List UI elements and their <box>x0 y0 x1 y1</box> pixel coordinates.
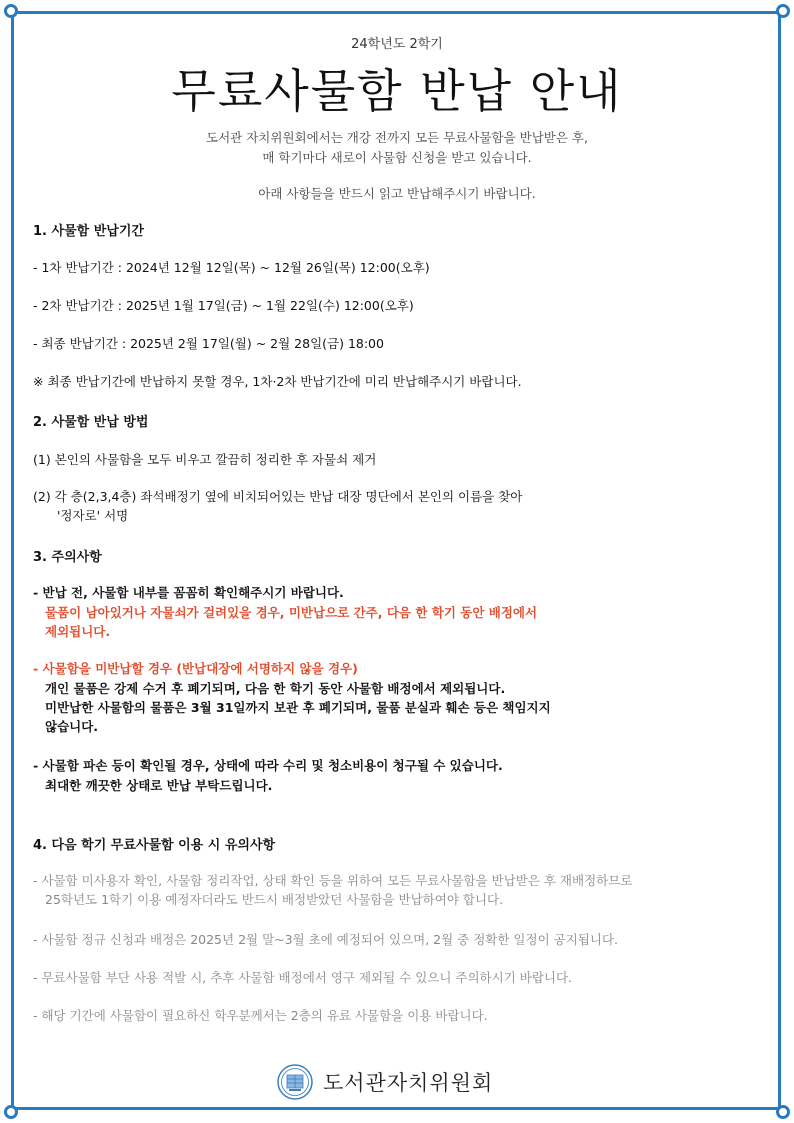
caution-1-warning-line-1: 물품이 남아있거나 자물쇠가 걸려있을 경우, 미반납으로 간주, 다음 한 학기 동안 배정에서 <box>45 605 538 620</box>
caution-1-line-1: - 반납 전, 사물함 내부를 꼼꼼히 확인해주시기 바랍니다. <box>33 585 344 600</box>
next-term-note-2: - 사물함 정규 신청과 배정은 2025년 2월 말~3월 초에 예정되어 있으며, 2월 중 정확한 일정이 공지됩니다. <box>33 932 618 947</box>
footer <box>277 1064 493 1100</box>
intro-line-1: 도서관 자치위원회에서는 개강 전까지 모든 무료사물함을 반납받은 후, <box>206 130 588 145</box>
caution-2-line-4: 않습니다. <box>45 719 99 734</box>
next-term-note-1-line-2: 25학년도 1학기 이용 예정자더라도 반드시 배정받았던 사물함을 반납하여야 합니다. <box>45 892 504 907</box>
caution-3-line-1: - 사물함 파손 등이 확인될 경우, 상태에 따라 수리 및 청소비용이 청구될 수 있습니다. <box>33 758 503 773</box>
caution-2-warning: - 사물함을 미반납할 경우 (반납대장에 서명하지 않을 경우) <box>33 661 358 676</box>
return-period-2: - 2차 반납기간 : 2025년 1월 17일(금) ~ 1월 22일(수) 12:00(오후) <box>33 298 414 313</box>
caution-2-line-2: 개인 물품은 강제 수거 후 폐기되며, 다음 한 학기 동안 사물함 배정에서 제외됩니다. <box>45 681 506 696</box>
return-step-2-line-2: '정자로' 서명 <box>57 508 129 523</box>
return-step-2-line-1: (2) 각 층(2,3,4층) 좌석배정기 옆에 비치되어있는 반납 대장 명단에서 본인의 이름을 찾아 <box>33 489 523 504</box>
return-period-note: ※ 최종 반납기간에 반납하지 못할 경우, 1차·2차 반납기간에 미리 반납해주시기 바랍니다. <box>33 374 522 389</box>
caution-1-warning-line-2: 제외됩니다. <box>45 624 111 639</box>
intro-line-3: 아래 사항들을 반드시 읽고 반납해주시기 바랍니다. <box>258 186 536 201</box>
section-2-heading: 2. 사물함 반납 방법 <box>33 415 149 430</box>
semester-label: 24학년도 2학기 <box>351 37 443 52</box>
corner-circle-icon <box>4 1105 18 1119</box>
intro-line-2: 매 학기마다 새로이 사물함 신청을 받고 있습니다. <box>262 150 532 165</box>
corner-circle-icon <box>776 4 790 18</box>
organization-name: 도서관자치위원회 <box>323 1071 494 1095</box>
caution-3-line-2: 최대한 깨끗한 상태로 반납 부탁드립니다. <box>45 778 273 793</box>
next-term-note-3: - 무료사물함 부단 사용 적발 시, 추후 사물함 배정에서 영구 제외될 수 있으니 주의하시기 바랍니다. <box>33 970 573 985</box>
corner-circle-icon <box>776 1105 790 1119</box>
page-title: 무료사물함 반납 안내 <box>171 64 623 118</box>
return-period-1: - 1차 반납기간 : 2024년 12월 12일(목) ~ 12월 26일(목) 12:00(오후) <box>33 260 430 275</box>
next-term-note-1-line-1: - 사물함 미사용자 확인, 사물함 정리작업, 상태 확인 등을 위하여 모든 무료사물함을 반납받은 후 재배정하므로 <box>33 873 633 888</box>
corner-circle-icon <box>4 4 18 18</box>
section-3-heading: 3. 주의사항 <box>33 550 102 565</box>
caution-2-line-3: 미반납한 사물함의 물품은 3월 31일까지 보관 후 폐기되며, 물품 분실과 훼손 등은 책임지지 <box>45 700 551 715</box>
return-period-final: - 최종 반납기간 : 2025년 2월 17일(월) ~ 2월 28일(금) 18:00 <box>33 336 384 351</box>
section-1-heading: 1. 사물함 반납기간 <box>33 224 144 239</box>
return-step-1: (1) 본인의 사물함을 모두 비우고 깔끔히 정리한 후 자물쇠 제거 <box>33 452 377 467</box>
section-4-heading: 4. 다음 학기 무료사물함 이용 시 유의사항 <box>33 838 276 853</box>
library-council-seal-icon <box>277 1064 313 1100</box>
next-term-note-4: - 해당 기간에 사물함이 필요하신 학우분께서는 2층의 유료 사물함을 이용 바랍니다. <box>33 1008 488 1023</box>
